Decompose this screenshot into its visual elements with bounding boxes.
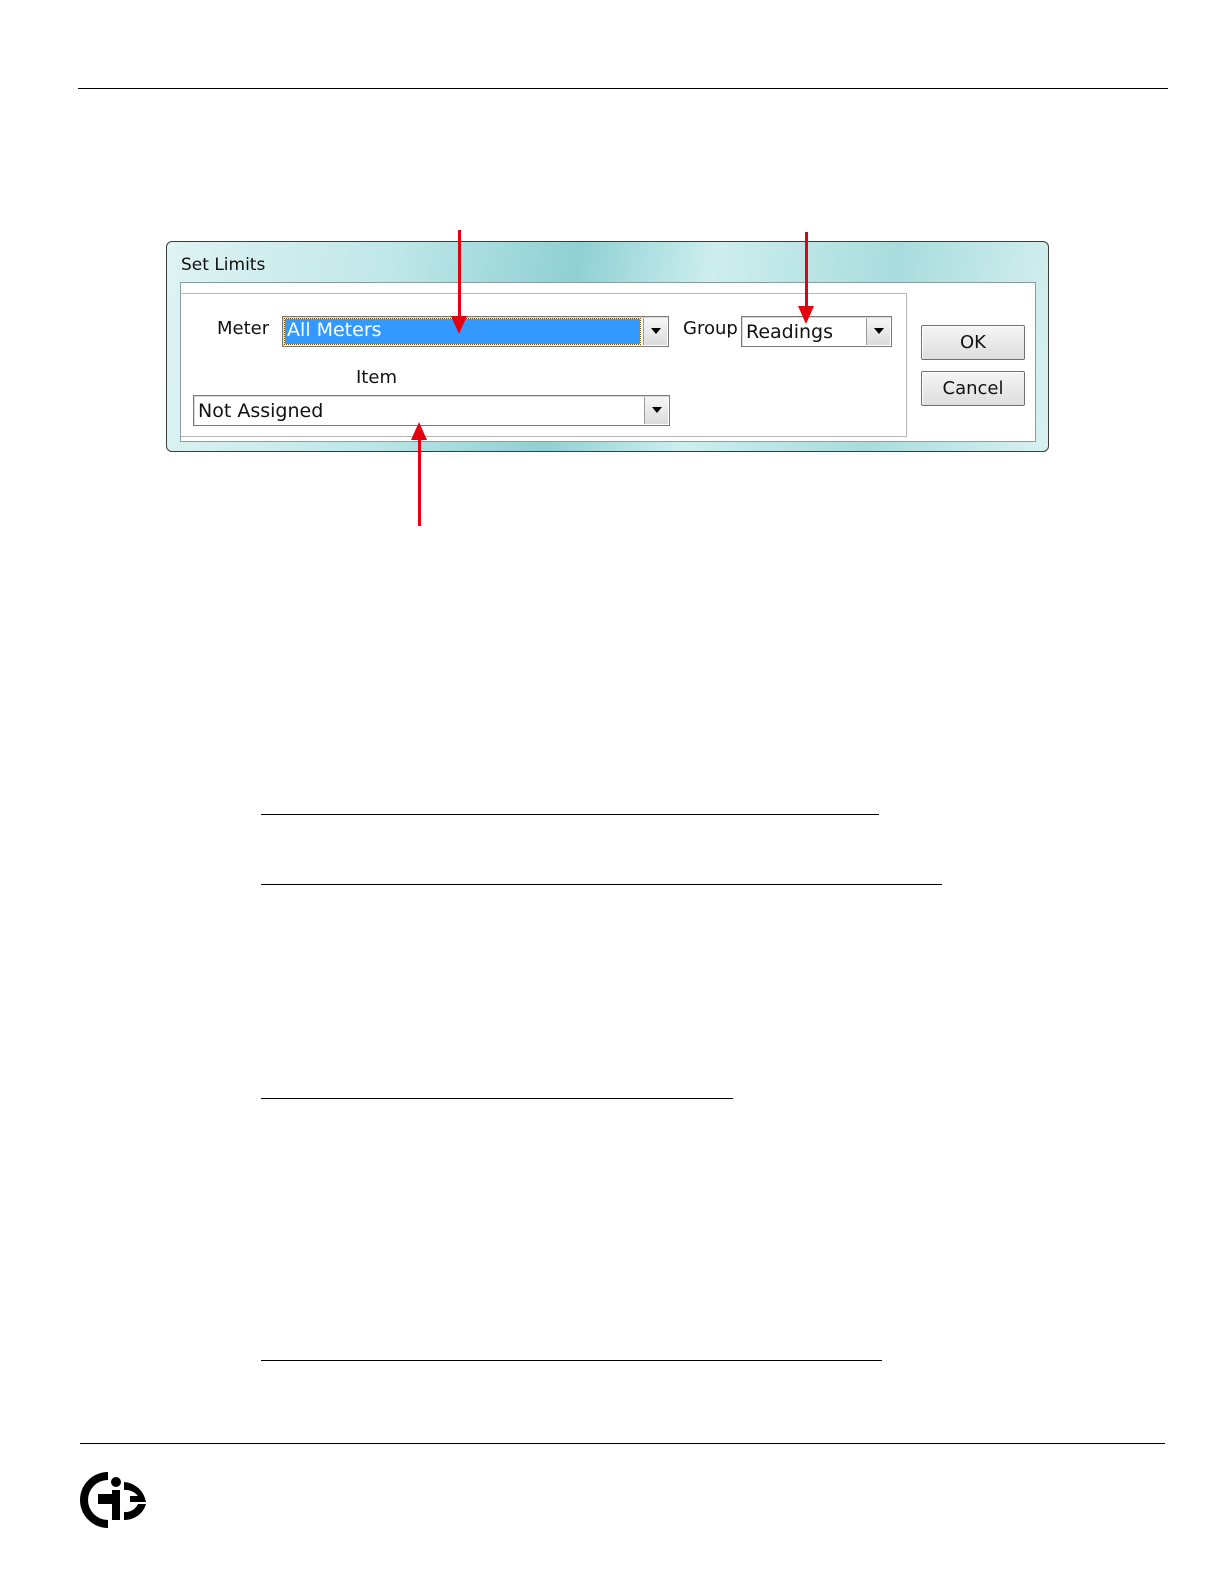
dialog-client-area bbox=[180, 282, 1036, 442]
group-label: Group bbox=[683, 318, 738, 339]
callout-arrow-item bbox=[418, 438, 421, 526]
set-limits-dialog bbox=[166, 241, 1049, 452]
meter-dropdown[interactable] bbox=[282, 316, 669, 347]
header-rule bbox=[78, 88, 1168, 89]
dialog-title: Set Limits bbox=[181, 255, 266, 275]
callout-arrow-meter bbox=[458, 230, 461, 318]
item-dropdown[interactable] bbox=[193, 395, 670, 426]
chevron-down-icon[interactable] bbox=[644, 397, 668, 424]
arrow-head-group bbox=[798, 306, 814, 324]
callout-arrow-group bbox=[805, 232, 808, 308]
meter-dropdown-value: All Meters bbox=[285, 319, 640, 344]
arrow-head-meter bbox=[451, 316, 467, 334]
underline-3 bbox=[261, 1098, 733, 1099]
group-dropdown-value: Readings bbox=[746, 321, 834, 343]
chevron-down-icon[interactable] bbox=[866, 318, 890, 345]
group-dropdown[interactable] bbox=[741, 316, 892, 347]
underline-1 bbox=[261, 814, 879, 815]
footer-rule bbox=[80, 1443, 1165, 1444]
item-label: Item bbox=[356, 367, 397, 388]
underline-4 bbox=[261, 1360, 882, 1361]
underline-2 bbox=[261, 884, 942, 885]
item-dropdown-value: Not Assigned bbox=[198, 400, 324, 422]
eig-logo bbox=[68, 1468, 150, 1532]
ok-button[interactable]: OK bbox=[921, 325, 1025, 360]
cancel-button[interactable]: Cancel bbox=[921, 371, 1025, 406]
chevron-down-icon[interactable] bbox=[643, 318, 667, 345]
meter-label: Meter bbox=[217, 318, 270, 339]
